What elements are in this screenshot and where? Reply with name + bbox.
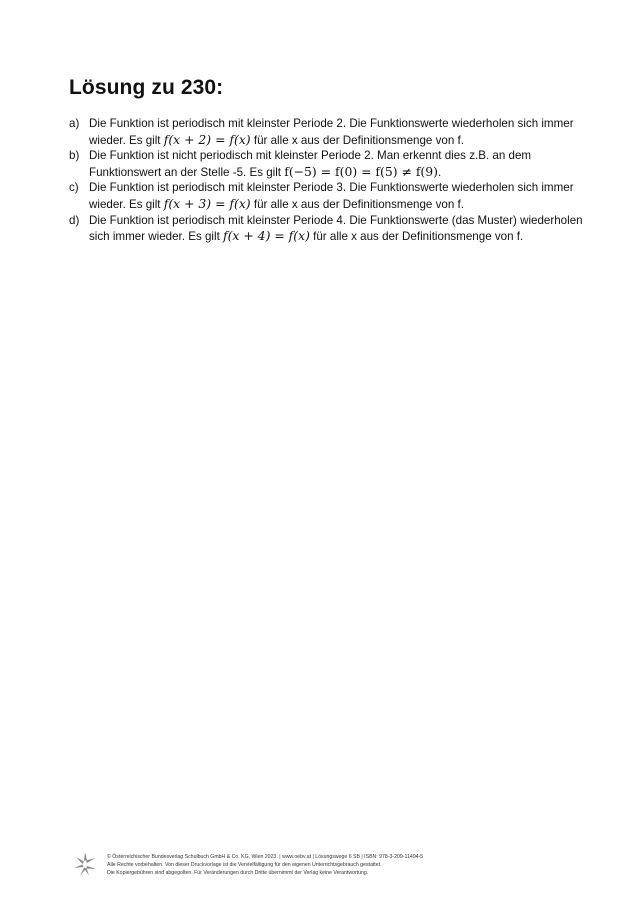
publisher-logo-icon [74, 852, 96, 876]
solution-item-d [69, 213, 599, 245]
solution-item-a [69, 116, 599, 148]
item-marker: a) [69, 117, 80, 130]
formula: f(x + 4) = f(x) [223, 228, 310, 244]
item-text-part: für alle x aus der Definitionsmenge von f. [309, 230, 524, 244]
item-text-part: Die Funktion ist periodisch mit kleinster Periode 3. Die Funktionswerte wiederholen sich immer wieder. Es gilt [89, 181, 574, 211]
solution-item-b [69, 148, 599, 180]
logo-mark [74, 852, 96, 876]
rights-line: Alle Rechte vorbehalten. Von dieser Druckvorlage ist die Vervielfältigung für den eigenen Unterrichtsgebrauch gestattet. [107, 862, 382, 868]
item-text [89, 116, 599, 148]
fees-line: Die Kopiergebühren sind abgegolten. Für Veränderungen durch Dritte übernimmt der Verlag keine Verantwortung. [107, 870, 369, 876]
footer [74, 852, 554, 882]
item-text [89, 213, 599, 245]
formula: f(x + 2) = f(x) [163, 131, 251, 147]
footer-text [107, 853, 423, 877]
page-title: Lösung zu 230: [69, 76, 224, 99]
item-text [89, 180, 599, 212]
item-text-part: Die Funktion ist periodisch mit kleinster Periode 2. Die Funktionswerte wiederholen sich immer wieder. Es gilt [89, 117, 574, 147]
item-marker: c) [69, 181, 79, 195]
solution-list [69, 116, 599, 245]
formula: f(−5) = f(0) = f(5) ≠ f(9) [284, 163, 438, 179]
item-text-part: Die Funktion ist periodisch mit kleinster Periode 4. Die Funktionswerte (das Muster) wiederholen sich immer wieder. Es gilt [89, 213, 583, 244]
item-text [89, 148, 599, 180]
item-text-part: . [437, 165, 442, 179]
item-text-part: für alle x aus der Definitionsmenge von f. [250, 133, 464, 147]
copyright-line: © Österreichischer Bundesverlag Schulbuch GmbH & Co. KG, Wien 2023. | www.oebv.at | Lösungswege 6 SB | ISBN: 978-3-209-11494-5 [107, 854, 424, 860]
item-marker: d) [69, 213, 80, 227]
item-text-part: für alle x aus der Definitionsmenge von f. [250, 197, 464, 211]
solution-item-c [69, 180, 599, 212]
item-marker: b) [69, 149, 80, 163]
formula: f(x + 3) = f(x) [163, 195, 251, 211]
item-text-part: Die Funktion ist nicht periodisch mit kleinster Periode 2. Man erkennt dies z.B. an dem Funktionswert an der Stelle -5. Es gilt [89, 149, 532, 179]
